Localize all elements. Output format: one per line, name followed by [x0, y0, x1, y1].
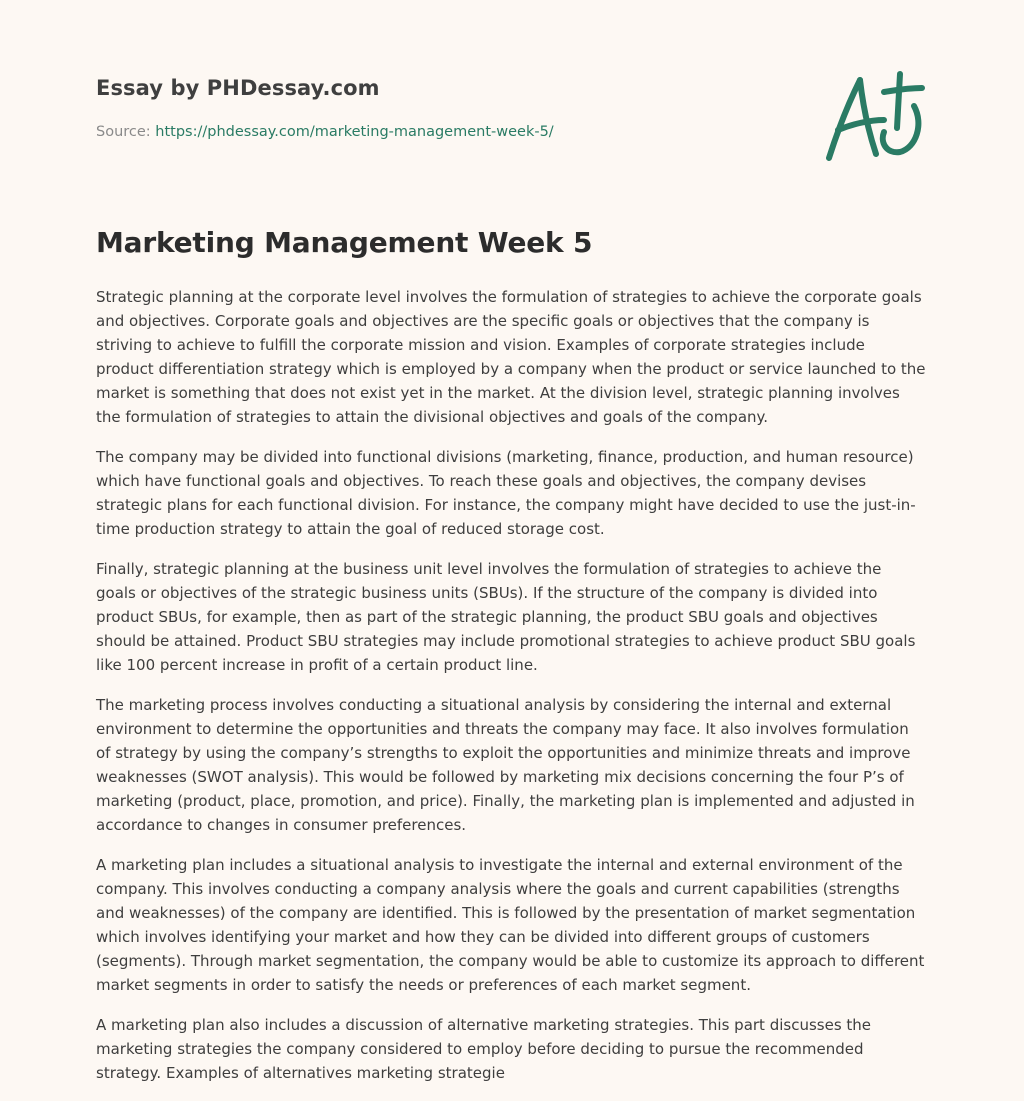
essay-body	[96, 285, 926, 1101]
a-plus-logo-icon	[820, 66, 930, 166]
essay-paragraph: Finally, strategic planning at the business unit level involves the formulation of strategies to achieve the goals or objectives of the strategic business units (SBUs). If the structure of the company is divided into product SBUs, for example, then as part of the strategic planning, the product SBU goals and objectives should be attained. Product SBU strategies may include promotional strategies to achieve product SBU goals like 100 percent increase in profit of a certain product line.	[96, 560, 916, 674]
essay-paragraph: A marketing plan also includes a discussion of alternative marketing strategies. This part discusses the marketing strategies the company considered to employ before deciding to pursue the recommended strategy. Examples of alternatives marketing strategie	[96, 1016, 872, 1082]
source-label: Source:	[96, 124, 156, 140]
essay-paragraph: Strategic planning at the corporate level involves the formulation of strategies to achieve the corporate goals and objectives. Corporate goals and objectives are the specific goals or objectives that the company is striving to achieve to fulfill the corporate mission and vision. Examples of corporate strategies include product differentiation strategy which is employed by a company when the product or service launched to the market is something that does not exist yet in the market. At the division level, strategic planning involves the formulation of strategies to attain the divisional objectives and goals of the company.	[96, 288, 926, 426]
essay-paragraph: A marketing plan includes a situational analysis to investigate the internal and external environment of the company. This involves conducting a company analysis where the goals and current capabilities (strengths and weaknesses) of the company are identified. This is followed by the presentation of market segmentation which involves identifying your market and how they can be divided into different groups of customers (segments). Through market segmentation, the company would be able to customize its approach to different market segments in order to satisfy the needs or preferences of each market segment.	[96, 856, 925, 994]
site-brand: Essay by PHDessay.com	[96, 76, 380, 100]
source-link[interactable]: https://phdessay.com/marketing-management-week-5/	[155, 124, 554, 140]
source-line	[96, 124, 554, 140]
essay-paragraph: The company may be divided into functional divisions (marketing, finance, production, and human resource) which have functional goals and objectives. To reach these goals and objectives, the company devises strategic plans for each functional division. For instance, the company might have decided to use the just-in-time production strategy to attain the goal of reduced storage cost.	[96, 448, 916, 538]
essay-title: Marketing Management Week 5	[96, 226, 593, 259]
essay-paragraph: The marketing process involves conducting a situational analysis by considering the internal and external environment to determine the opportunities and threats the company may face. It also involves formulation of strategy by using the company’s strengths to exploit the opportunities and minimize threats and improve weaknesses (SWOT analysis). This would be followed by marketing mix decisions concerning the four P’s of marketing (product, place, promotion, and price). Finally, the marketing plan is implemented and adjusted in accordance to changes in consumer preferences.	[96, 696, 915, 834]
